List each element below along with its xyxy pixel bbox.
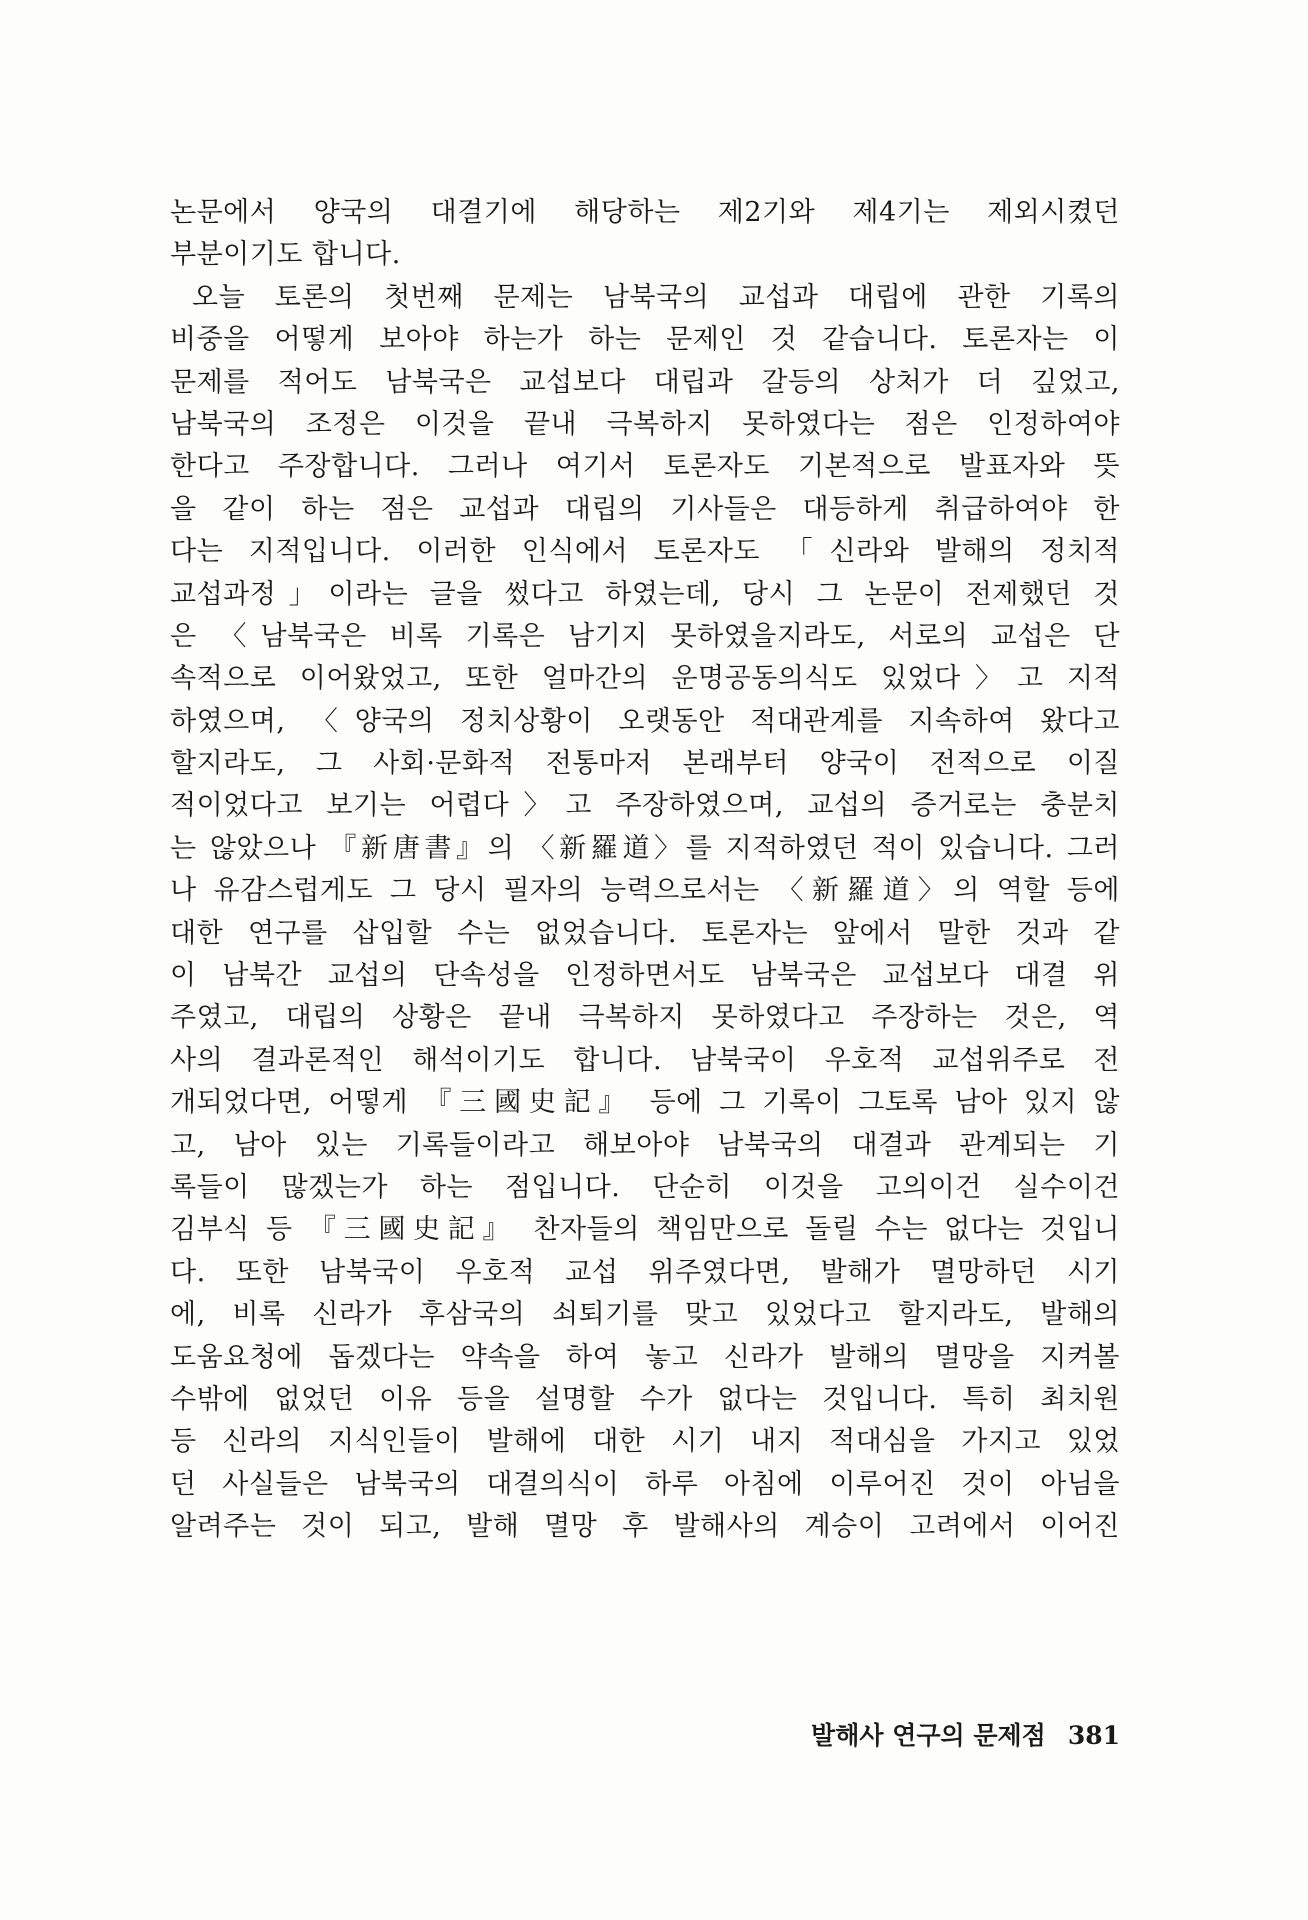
text-line: 속적으로 이어왔었고, 또한 얼마간의 운명공동의식도 있었다〉고 지적 (170, 663, 1120, 695)
text-line: 대한 연구를 삽입할 수는 없었습니다. 토론자는 앞에서 말한 것과 같 (170, 917, 1120, 949)
text-line: 하였으며, 〈양국의 정치상황이 오랫동안 적대관계를 지속하여 왔다고 (170, 705, 1120, 737)
text-line: 주였고, 대립의 상황은 끝내 극복하지 못하였다고 주장하는 것은, 역 (170, 1002, 1120, 1034)
text-line: 는 않았으나 『新唐書』의 〈新羅道〉를 지적하였던 적이 있습니다. 그러 (170, 832, 1120, 864)
text-line: 은 〈남북국은 비록 기록은 남기지 못하였을지라도, 서로의 교섭은 단 (170, 620, 1120, 652)
running-footer (760, 1716, 1120, 1752)
footer-title: 발해사 연구의 문제점 (811, 1721, 1046, 1750)
text-line: 도움요청에 돕겠다는 약속을 하여 놓고 신라가 발해의 멸망을 지켜볼 (170, 1341, 1120, 1373)
text-line: 다는 지적입니다. 이러한 인식에서 토론자도 「신라와 발해의 정치적 (170, 536, 1120, 568)
text-line: 사의 결과론적인 해석이기도 합니다. 남북국이 우호적 교섭위주로 전 (170, 1044, 1120, 1076)
text-line: 적이었다고 보기는 어렵다〉고 주장하였으며, 교섭의 증거로는 충분치 (170, 790, 1120, 822)
text-line: 교섭과정」이라는 글을 썼다고 하였는데, 당시 그 논문이 전제했던 것 (170, 578, 1120, 610)
text-line: 에, 비록 신라가 후삼국의 쇠퇴기를 맞고 있었다고 할지라도, 발해의 (170, 1299, 1120, 1331)
text-line: 부분이기도 합니다. (170, 239, 401, 271)
text-line: 비중을 어떻게 보아야 하는가 하는 문제인 것 같습니다. 토론자는 이 (170, 324, 1120, 356)
body-text (170, 192, 1120, 1549)
text-line: 오늘 토론의 첫번째 문제는 남북국의 교섭과 대립에 관한 기록의 (192, 281, 1120, 313)
text-line: 을 같이 하는 점은 교섭과 대립의 기사들은 대등하게 취급하여야 한 (170, 493, 1120, 525)
text-line: 할지라도, 그 사회·문화적 전통마저 본래부터 양국이 전적으로 이질 (170, 748, 1120, 780)
text-line: 수밖에 없었던 이유 등을 설명할 수가 없다는 것입니다. 특히 최치원 (170, 1383, 1120, 1415)
text-line: 다. 또한 남북국이 우호적 교섭 위주였다면, 발해가 멸망하던 시기 (170, 1256, 1120, 1288)
text-line: 한다고 주장합니다. 그러나 여기서 토론자도 기본적으로 발표자와 뜻 (170, 451, 1120, 483)
text-line: 록들이 많겠는가 하는 점입니다. 단순히 이것을 고의이건 실수이건 (170, 1171, 1120, 1203)
text-line: 김부식 등 『三國史記』 찬자들의 책임만으로 돌릴 수는 없다는 것입니 (170, 1214, 1120, 1246)
text-line: 나 유감스럽게도 그 당시 필자의 능력으로서는 〈新羅道〉의 역할 등에 (170, 875, 1120, 907)
text-line: 이 남북간 교섭의 단속성을 인정하면서도 남북국은 교섭보다 대결 위 (170, 960, 1120, 992)
text-line: 알려주는 것이 되고, 발해 멸망 후 발해사의 계승이 고려에서 이어진 (170, 1511, 1120, 1543)
text-line: 남북국의 조정은 이것을 끝내 극복하지 못하였다는 점은 인정하여야 (170, 408, 1120, 440)
text-line: 논문에서 양국의 대결기에 해당하는 제2기와 제4기는 제외시켰던 (170, 197, 1120, 228)
text-line: 문제를 적어도 남북국은 교섭보다 대립과 갈등의 상처가 더 깊었고, (170, 366, 1120, 398)
page-number: 381 (1067, 1721, 1120, 1750)
text-line: 등 신라의 지식인들이 발해에 대한 시기 내지 적대심을 가지고 있었 (170, 1426, 1120, 1458)
text-line: 고, 남아 있는 기록들이라고 해보아야 남북국의 대결과 관계되는 기 (170, 1129, 1120, 1161)
text-line: 개되었다면, 어떻게 『三國史記』 등에 그 기록이 그토록 남아 있지 않 (170, 1087, 1120, 1119)
text-line: 던 사실들은 남북국의 대결의식이 하루 아침에 이루어진 것이 아님을 (170, 1468, 1120, 1500)
